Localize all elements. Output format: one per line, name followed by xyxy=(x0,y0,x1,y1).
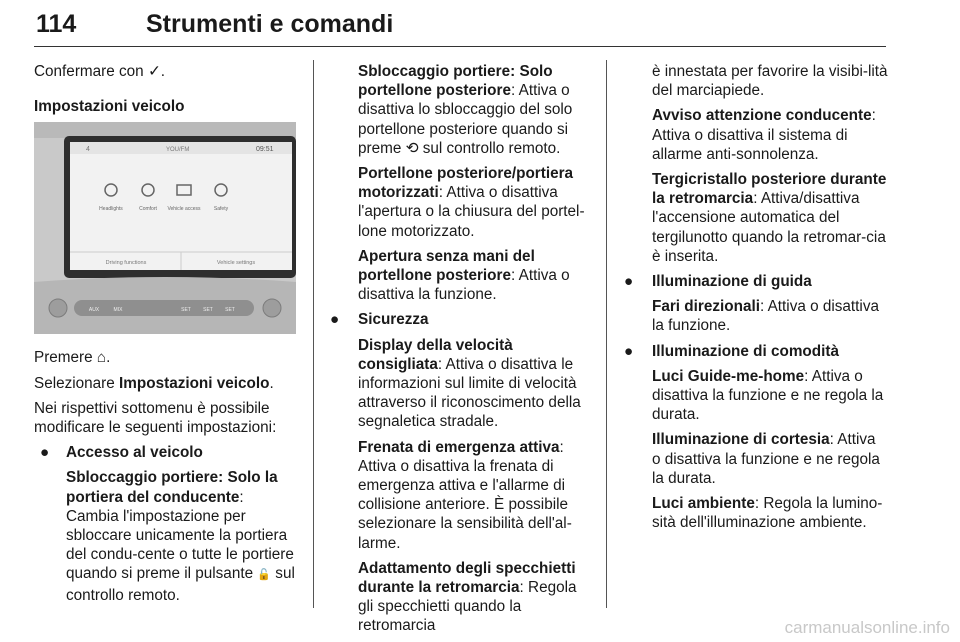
icon-label: Vehicle access xyxy=(167,206,201,213)
watermark: carmanualsonline.info xyxy=(784,618,950,637)
list-item: ● Illuminazione di comodità xyxy=(624,342,839,360)
confirm-line: Confermare con ✓. xyxy=(34,63,166,80)
press-line: Premere ⌂. xyxy=(34,349,111,367)
status-mid: YOU/FM xyxy=(166,147,190,154)
bullet-icon: ● xyxy=(40,444,50,462)
bullet-icon: ● xyxy=(330,311,340,329)
select-line: Selezionare Impostazioni veicolo. xyxy=(34,374,274,392)
bullet-icon: ● xyxy=(624,273,634,291)
subheading: Impostazioni veicolo xyxy=(34,98,185,116)
column-divider xyxy=(313,60,314,608)
paragraph: Adattamento degli specchietti durante la retromarcia: Regola gli specchietti quando la retromarcia xyxy=(358,559,577,635)
console-button: SET xyxy=(181,307,191,314)
console-button: SET xyxy=(203,307,213,314)
home-icon: ⌂ xyxy=(96,349,107,367)
column-divider xyxy=(606,60,607,608)
paragraph: Luci Guide-me-home: Attiva o disattiva la funzione e ne regola la durata. xyxy=(652,367,884,424)
submenus-text: Nei rispettivi sottomenu è possibile modificare le seguenti impostazioni: xyxy=(34,399,277,437)
paragraph: Fari direzionali: Attiva o disattiva la funzione. xyxy=(652,298,879,335)
paragraph: Illuminazione di cortesia: Attiva o disattiva la funzione e ne regola la durata. xyxy=(652,431,880,487)
unlock-icon: 🔓 xyxy=(257,569,272,582)
infotainment-photo xyxy=(34,122,296,334)
console-button: MIX xyxy=(113,307,123,314)
section-title: Strumenti e comandi xyxy=(146,10,394,38)
page-header xyxy=(34,6,886,47)
list-item: ● Accesso al veicolo xyxy=(40,444,203,462)
bullet-icon: ● xyxy=(624,342,634,360)
paragraph: Frenata di emergenza attiva: Attiva o disattiva la frenata di emergenza attiva e l'allarme di collisione anteriore. È possibile selezionare la sensibilità dell'al-larme. xyxy=(358,438,572,552)
column-2 xyxy=(330,62,594,642)
column-3 xyxy=(624,62,888,538)
clock: 09:51 xyxy=(256,146,274,154)
paragraph: Avviso attenzione conducente: Attiva o disattiva il sistema di allarme anti-sonnolenza. xyxy=(652,107,876,163)
icon-label: Safety xyxy=(213,206,229,213)
page-number: 114 xyxy=(36,10,77,38)
tailgate-icon: ⟲ xyxy=(405,139,419,157)
paragraph: Portellone posteriore/portiera motorizzati: Attiva o disattiva l'apertura o la chiusura del portel-lone motorizzato. xyxy=(358,165,585,240)
infotainment-illustration xyxy=(34,122,296,334)
tab-driving: Driving functions xyxy=(105,260,147,267)
paragraph: Tergicristallo posteriore durante la retromarcia: Attiva/disattiva l'accensione automatica del tergilunotto quando la retromar-cia è inserita. xyxy=(652,171,887,265)
list-item: ● Illuminazione di guida xyxy=(624,273,812,291)
paragraph: Apertura senza mani del portellone posteriore: Attiva o disattiva la funzione. xyxy=(358,247,570,304)
paragraph: Luci ambiente: Regola la lumino-sità dell'illuminazione ambiente. xyxy=(652,495,883,532)
icon-label: Headlights xyxy=(99,206,123,213)
icon-label: Comfort xyxy=(139,206,157,213)
paragraph: Sbloccaggio portiere: Solo portellone posteriore: Attiva o disattiva lo sbloccaggio del solo portellone posteriore quando si preme ⟲ sul controllo remoto. xyxy=(358,63,573,157)
console-button: SET xyxy=(225,307,235,314)
paragraph: è innestata per favorire la visibi-lità del marciapiede. xyxy=(652,63,888,100)
checkmark-icon: ✓ xyxy=(147,63,161,80)
status-left: 4 xyxy=(86,146,90,154)
tab-vehicle: Vehicle settings xyxy=(216,260,256,267)
paragraph: Display della velocità consigliata: Attiva o disattiva le informazioni sul limite di velocità attraverso il riconoscimento della segnaletica stradale. xyxy=(358,336,581,431)
paragraph: Sbloccaggio portiere: Solo la portiera del conducente: Cambia l'impostazione per sbloccare unicamente la portiera del condu-cente o tutte le portiere quando si preme il pulsante 🔓 sul controllo remoto. xyxy=(66,469,295,604)
list-item: ● Sicurezza xyxy=(330,311,429,329)
console-button: AUX xyxy=(88,307,100,314)
column-1 xyxy=(34,62,296,611)
